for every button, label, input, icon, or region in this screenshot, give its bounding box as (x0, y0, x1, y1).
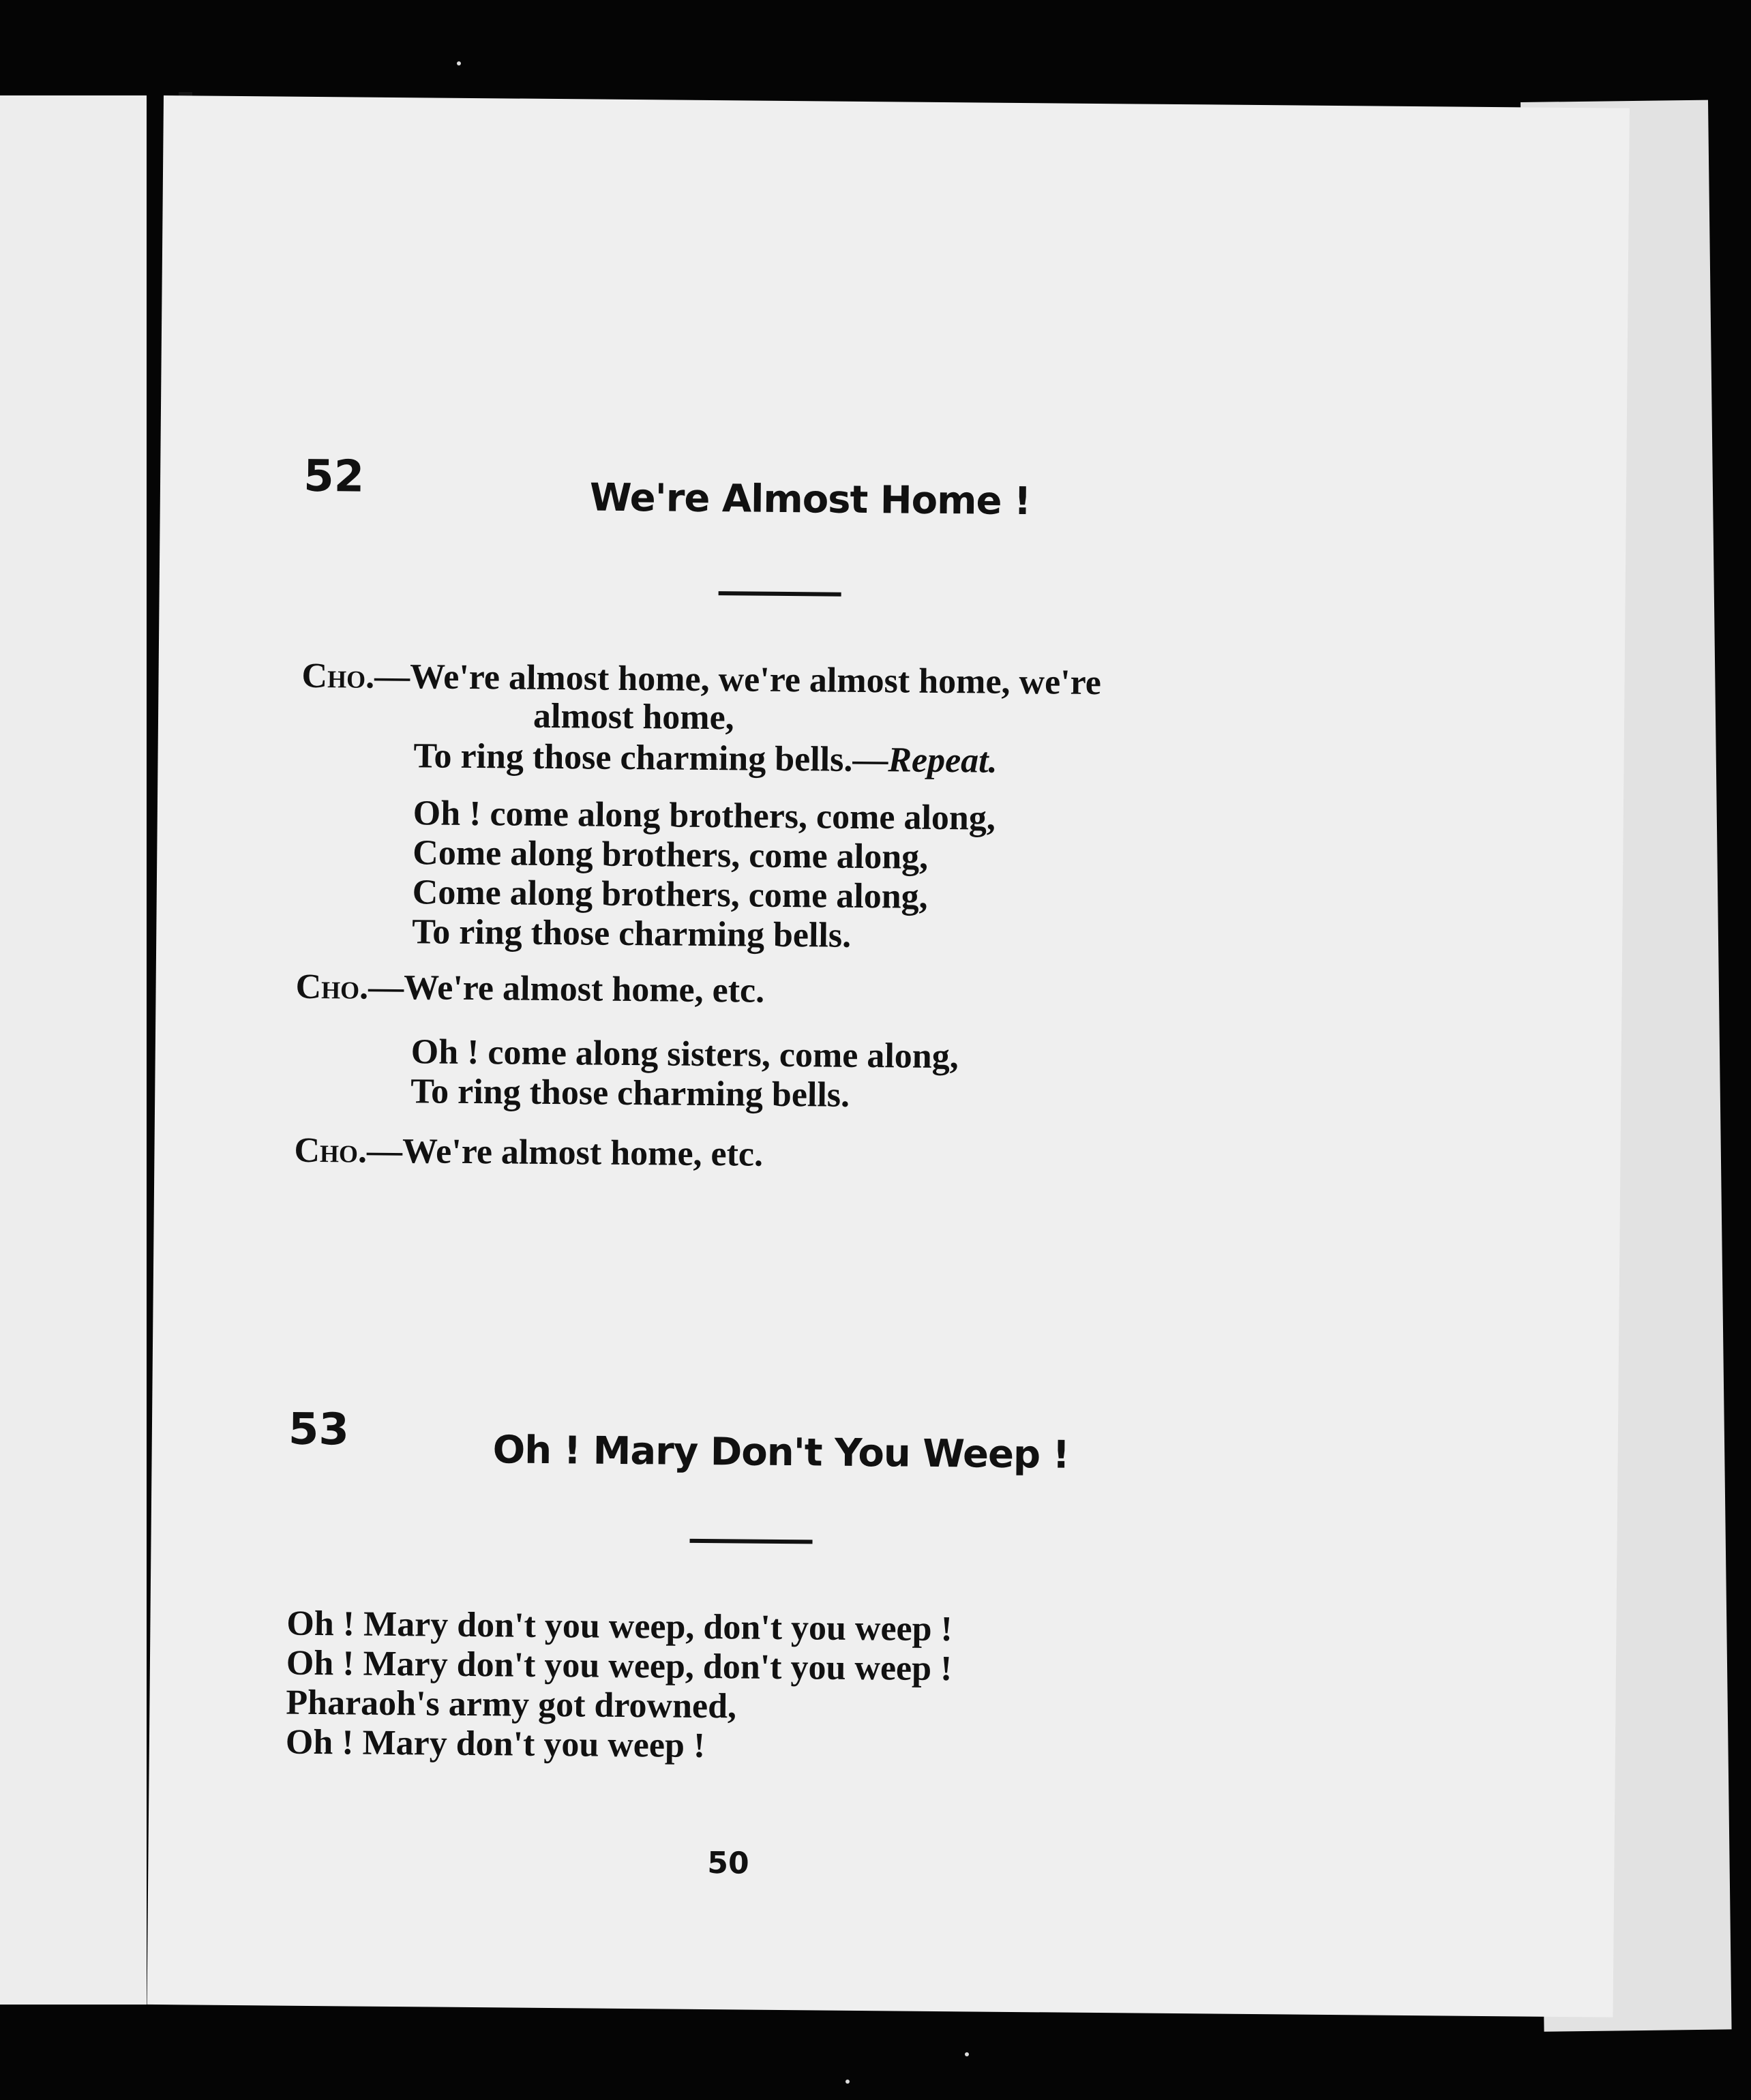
lyric-line: To ring those charming bells. (410, 1072, 850, 1115)
hymnal-page (147, 95, 1630, 2017)
lyric-line: almost home, (533, 696, 734, 738)
song-title: We're Almost Home ! (589, 475, 1031, 524)
lyric-line: Oh ! Mary don't you weep, don't you weep ! (286, 1604, 953, 1649)
song-title: Oh ! Mary Don't You Weep ! (492, 1428, 1070, 1478)
chorus-line: Cho.—We're almost home, etc. (294, 1130, 764, 1174)
lyric-line: Oh ! Mary don't you weep, don't you weep ! (286, 1643, 953, 1689)
lyric-line: Come along brothers, come along, (412, 873, 928, 916)
title-rule (719, 591, 841, 597)
lyric-line: Oh ! come along sisters, come along, (410, 1032, 959, 1077)
lyric-line: Oh ! Mary don't you weep ! (285, 1722, 706, 1766)
song-52 (164, 95, 1630, 1174)
title-rule (690, 1539, 813, 1544)
facing-page-edge (0, 95, 147, 2005)
dust-speck (457, 61, 461, 65)
dust-speck (965, 2052, 969, 2056)
repeat-note: Repeat. (888, 740, 998, 781)
lyric-line: To ring those charming bells. (412, 912, 852, 955)
chorus-line: Cho.—We're almost home, etc. (295, 967, 765, 1010)
lyric-line: Oh ! come along brothers, come along, (413, 794, 996, 838)
chorus-line: Cho.—We're almost home, we're almost home, we're (301, 656, 1102, 703)
page-number: 50 (707, 1846, 749, 1881)
dust-speck (845, 2080, 850, 2084)
lyric-line: Pharaoh's army got drowned, (286, 1683, 737, 1726)
lyric-line: To ring those charming bells.—Repeat. (413, 736, 998, 781)
song-number: 52 (303, 451, 365, 502)
lyric-line: Come along brothers, come along, (413, 833, 929, 877)
song-number: 53 (288, 1404, 350, 1456)
